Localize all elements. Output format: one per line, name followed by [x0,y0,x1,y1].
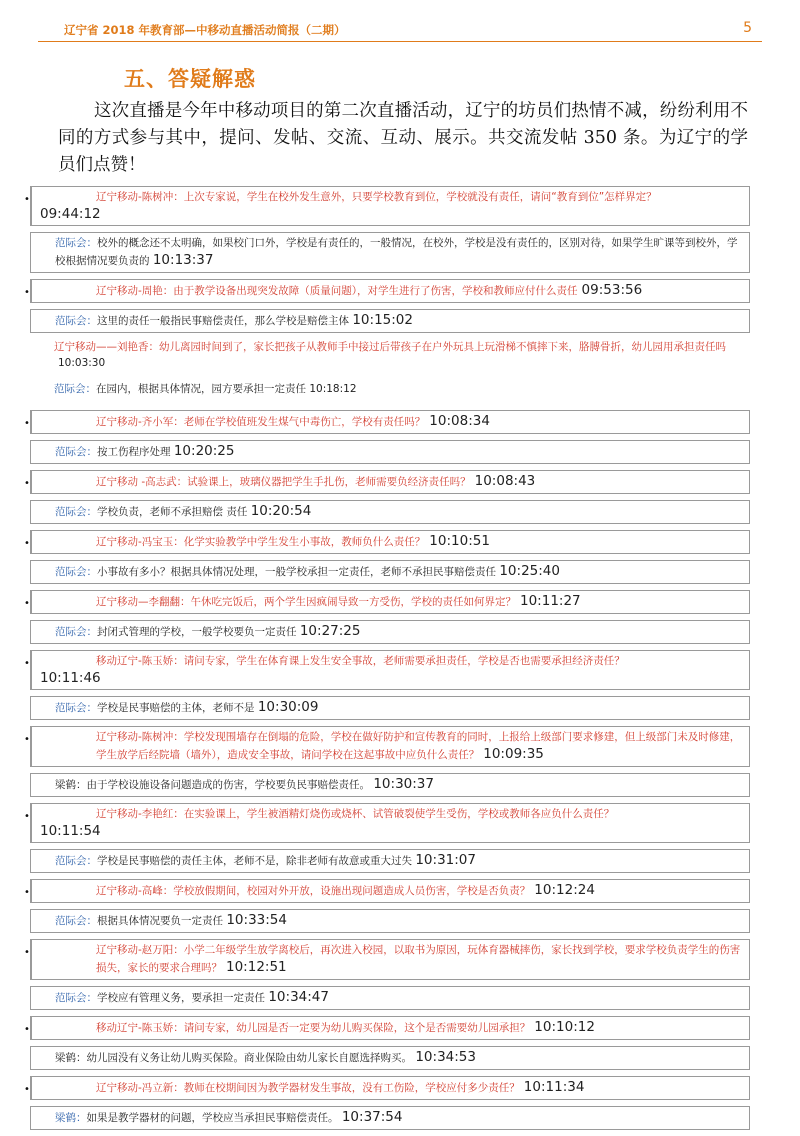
answer-time: 10:30:09 [257,699,319,715]
bullet-icon: • [24,538,30,549]
answer-author: 范际会： [55,506,97,518]
answer-box [30,773,750,797]
answer-time: 10:18:12 [309,383,357,395]
answer-text: 学校应有管理义务，要承担一定责任 [97,992,265,1004]
answer-author: 范际会： [54,383,96,395]
bullet-icon: • [24,287,30,298]
answer-author: 范际会： [55,702,97,714]
answer-box [30,620,750,644]
question-text: 辽宁移动-齐小军：老师在学校值班发生煤气中毒伤亡，学校有责任吗？ [96,416,426,428]
answer-text: 学校负责，老师不承担赔偿 责任 [97,506,248,518]
bullet-icon: • [24,598,30,609]
bullet-icon: • [24,1084,30,1095]
question-box [24,410,750,434]
answer-time: 10:37:54 [341,1109,403,1125]
answer-text: 幼儿园没有义务让幼儿购买保险。商业保险由幼儿家长自愿选择购买。 [86,1052,412,1064]
answer-box [30,849,750,873]
question-time: 10:11:54 [40,823,101,839]
answer-author: 范际会： [55,566,97,578]
question-box [24,726,750,767]
answer-time: 10:20:54 [250,503,312,519]
question-text: 辽宁移动-冯宝玉：化学实验教学中学生发生小事故，教师负什么责任？ [96,536,426,548]
question-time: 10:03:30 [58,357,106,369]
page-header [38,22,762,42]
answer-text: 学校是民事赔偿的主体，老师不是 [97,702,255,714]
answer-time: 10:20:25 [173,443,235,459]
question-text: 移动辽宁-陈玉娇：请问专家，学生在体育课上发生安全事故，老师需要承担责任，学校是否也需要承担经济责任？ [96,655,625,667]
question-box [30,339,750,371]
question-text: 辽宁移动-周艳：由于教学设备出现突发故障（质量问题），对学生进行了伤害，学校和教师应付什么责任 [96,285,578,297]
section-title: 五、答疑解惑 [124,67,256,91]
answer-text: 学校是民事赔偿的责任主体，老师不是，除非老师有故意或重大过失 [97,855,412,867]
bullet-icon: • [24,658,30,669]
answer-box [30,986,750,1010]
answer-author: 范际会： [55,315,97,327]
answer-box [30,440,750,464]
answer-time: 10:34:47 [268,989,329,1005]
bullet-icon: • [24,734,30,745]
question-time: 10:12:51 [226,959,287,975]
answer-author: 梁鹤： [55,1052,87,1064]
answer-author: 范际会： [55,446,97,458]
answer-box [30,375,750,402]
answer-author: 范际会： [55,855,97,867]
answer-text: 在园内，根据具体情况，园方要承担一定责任 [96,383,306,395]
answer-author: 梁鹤： [55,1112,87,1124]
question-box [24,879,750,903]
question-text: 辽宁移动-李艳红：在实验课上，学生被酒精灯烧伤或烧杯、试管破裂使学生受伤，学校或教师各应负什么责任？ [96,808,615,820]
bullet-icon: • [24,887,30,898]
question-box [24,650,750,690]
question-time: 10:11:34 [523,1079,585,1095]
answer-time: 10:27:25 [299,623,361,639]
question-box [24,1016,750,1040]
question-text: 移动辽宁-陈玉娇：请问专家，幼儿园是否一定要为幼儿购买保险，这个是否需要幼儿园承担？ [96,1022,531,1034]
question-box [24,590,750,614]
question-time: 10:11:46 [40,670,101,686]
question-box [24,803,750,843]
answer-text: 小事故有多小？根据具体情况处理，一般学校承担一定责任，老师不承担民事赔偿责任 [97,566,496,578]
answer-text: 封闭式管理的学校，一般学校要负一定责任 [97,626,297,638]
question-text: 辽宁移动-陈树冲：学校发现围墙存在倒塌的危险，学校在做好防护和宣传教育的同时，上报给上级部门要求修建，但上级部门未及时修建，学生放学后经院墙（墙外），造成安全事故，请问学校在这起事故中应负什么责任？ [96,731,741,761]
question-time: 10:10:12 [534,1019,595,1035]
answer-box [30,696,750,720]
answer-time: 10:34:53 [415,1049,476,1065]
page-number: 5 [743,20,752,36]
question-time: 10:12:24 [534,882,595,898]
answer-time: 10:13:37 [152,252,214,268]
answer-box [30,500,750,524]
answer-text: 由于学校设施设备问题造成的伤害，学校要负民事赔偿责任。 [86,779,370,791]
answer-box [30,232,750,273]
answer-author: 梁鹤： [55,779,87,791]
question-box [24,530,750,554]
qa-list [24,186,750,1136]
question-time: 10:08:43 [474,473,536,489]
answer-box [30,560,750,584]
question-text: 辽宁移动 -高志武：试验课上，玻璃仪器把学生手扎伤，老师需要负经济责任吗？ [96,476,471,488]
answer-author: 范际会： [55,915,97,927]
answer-time: 10:30:37 [373,776,434,792]
answer-box [30,1106,750,1130]
answer-text: 根据具体情况要负一定责任 [97,915,223,927]
bullet-icon: • [24,194,30,205]
question-box [24,470,750,494]
answer-time: 10:15:02 [352,312,413,328]
answer-text: 按工伤程序处理 [97,446,171,458]
bullet-icon: • [24,478,30,489]
answer-author: 范际会： [55,992,97,1004]
answer-time: 10:25:40 [499,563,560,579]
question-time: 09:44:12 [40,206,101,222]
question-text: 辽宁移动—李翻翻：午休吃完饭后，两个学生因疯闹导致一方受伤，学校的责任如何界定？ [96,596,516,608]
answer-time: 10:33:54 [226,912,287,928]
bullet-icon: • [24,1024,30,1035]
header-title: 辽宁省 2018 年教育部—中移动直播活动简报（二期） [64,23,346,37]
question-box [24,279,750,303]
question-text: 辽宁移动-冯立新：教师在校期间因为教学器材发生事故，没有工伤险，学校应付多少责任？ [96,1082,520,1094]
question-text: 辽宁移动-高峰：学校放假期间，校园对外开放，设施出现问题造成人员伤害，学校是否负责？ [96,885,531,897]
answer-text: 如果是教学器材的问题，学校应当承担民事赔偿责任。 [86,1112,339,1124]
answer-author: 范际会： [55,237,97,249]
bullet-icon: • [24,947,30,958]
bullet-icon: • [24,418,30,429]
header-rule [38,41,762,42]
answer-box [30,1046,750,1070]
question-time: 09:53:56 [581,282,643,298]
question-time: 10:08:34 [429,413,490,429]
question-text: 辽宁移动-赵万阳：小学二年级学生放学离校后，再次进入校园，以取书为原因，玩体育器械摔伤，家长找到学校，要求学校负责学生的伤害损失，家长的要求合理吗？ [96,944,741,974]
intro-paragraph: 这次直播是今年中移动项目的第二次直播活动，辽宁的坊员们热情不减，纷纷利用不同的方式参与其中，提问、发帖、交流、互动、展示。共交流发帖 350 条。为辽宁的学员们点赞！ [58,101,748,175]
answer-box [30,309,750,333]
answer-author: 范际会： [55,626,97,638]
question-box [24,186,750,226]
question-time: 10:09:35 [483,746,544,762]
question-box [24,939,750,980]
question-box [24,1076,750,1100]
question-time: 10:11:27 [520,593,581,609]
bullet-icon: • [24,811,30,822]
answer-text: 校外的概念还不太明确，如果校门口外，学校是有责任的，一般情况，在校外，学校是没有责任的，区别对待，如果学生旷课等到校外，学校根据情况要负责的 [55,237,738,267]
answer-box [30,909,750,933]
answer-time: 10:31:07 [415,852,476,868]
answer-text: 这里的责任一般指民事赔偿责任，那么学校是赔偿主体 [97,315,349,327]
question-text: 辽宁移动——刘艳香：幼儿离园时间到了，家长把孩子从教师手中接过后带孩子在户外玩具上玩滑梯不慎摔下来，胳膊骨折，幼儿园用承担责任吗 [54,341,726,353]
question-text: 辽宁移动-陈树冲：上次专家说，学生在校外发生意外，只要学校教育到位，学校就没有责任，请问“教育到位”怎样界定？ [96,191,657,203]
question-time: 10:10:51 [429,533,490,549]
